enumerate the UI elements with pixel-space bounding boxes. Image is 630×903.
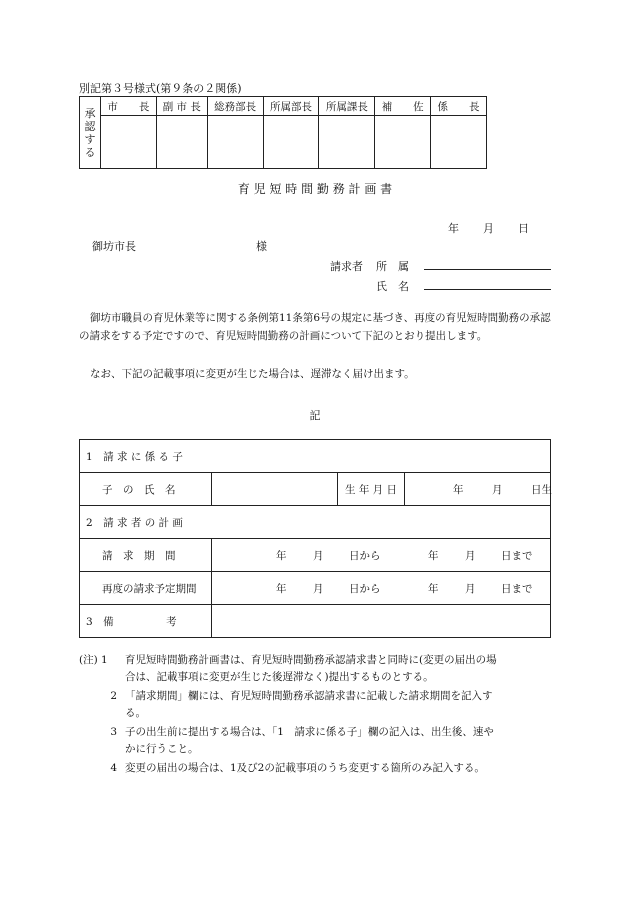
date-year[interactable]: 年 [448, 222, 459, 235]
approval-table [79, 96, 487, 169]
date-month[interactable]: 月 [483, 222, 494, 235]
planned-to-month: 月 [465, 583, 476, 595]
remarks-label: 3 備 考 [80, 605, 212, 638]
stamp-box[interactable] [263, 116, 319, 169]
planned-period-field[interactable] [212, 572, 551, 605]
period-to-day: 日まで [501, 550, 533, 562]
form-reference: 別記第３号様式(第９条の２関係) [79, 82, 242, 95]
stamp-box[interactable] [101, 116, 157, 169]
approval-header-dept-director: 所属部長 [263, 97, 319, 116]
stamp-box[interactable] [207, 116, 263, 169]
birth-day-unit: 日生 [531, 484, 552, 496]
approval-header-section-chief: 所属課長 [319, 97, 375, 116]
planned-from-day: 日から [349, 583, 381, 595]
remarks-field[interactable] [212, 605, 551, 638]
planned-from-year: 年 [276, 583, 287, 595]
planned-to-day: 日まで [501, 583, 533, 595]
birth-year-unit: 年 [453, 484, 464, 496]
birth-date-label: 生 年 月 日 [338, 473, 405, 506]
section-2-heading: 2 請 求 者 の 計 画 [80, 506, 551, 539]
approval-header-deputy-mayor: 副 市 長 [156, 97, 207, 116]
ki-heading: 記 [309, 409, 321, 422]
approval-header-assistant: 補 佐 [375, 97, 431, 116]
stamp-box[interactable] [319, 116, 375, 169]
child-name-label: 子 の 氏 名 [80, 473, 212, 506]
period-to-year: 年 [428, 550, 439, 562]
requester-dept-field[interactable] [424, 269, 551, 270]
requester-name-field[interactable] [424, 289, 551, 290]
planned-to-year: 年 [428, 583, 439, 595]
date-day[interactable]: 日 [518, 222, 529, 235]
notes-prefix: (注) 1 [79, 654, 108, 666]
details-table [79, 439, 551, 638]
requester-dept-label: 所 属 [376, 260, 409, 273]
period-from-day: 日から [349, 550, 381, 562]
note-2-line-1: 「請求期間」欄には、育児短時間勤務承認請求書に記載した請求期間を記入す [125, 690, 493, 702]
period-to-month: 月 [465, 550, 476, 562]
period-from-year: 年 [276, 550, 287, 562]
note-1-line-1: 育児短時間勤務計画書は、育児短時間勤務承認請求書と同時に(変更の届出の場 [125, 654, 497, 666]
notes [79, 652, 557, 777]
addressee-honorific: 様 [256, 240, 267, 253]
section-1-heading: 1 請 求 に 係 る 子 [80, 440, 551, 473]
approval-header-subsection-chief: 係 長 [431, 97, 487, 116]
note-4-line-1: 変更の届出の場合は、1及び2の記載事項のうち変更する箇所のみ記入する。 [125, 762, 485, 774]
body-paragraph-2: なお、下記の記載事項に変更が生じた場合は、遅滞なく届け出ます。 [90, 368, 415, 380]
note-1-line-2: 合は、記載事項に変更が生じた後遅滞なく)提出するものとする。 [125, 671, 434, 683]
period-from-month: 月 [313, 550, 324, 562]
planned-from-month: 月 [313, 583, 324, 595]
request-period-label: 請 求 期 間 [80, 539, 212, 572]
note-3-line-2: かに行うこと。 [125, 743, 199, 755]
stamp-box[interactable] [156, 116, 207, 169]
approval-label: 承認する [80, 97, 101, 169]
stamp-box[interactable] [431, 116, 487, 169]
requester-name-label: 氏 名 [376, 280, 409, 293]
body-paragraph-1: 御坊市職員の育児休業等に関する条例第11条第6号の規定に基づき、再度の育児短時間勤務の承認の請求をする予定ですので、育児短時間勤務の計画について下記のとおり提出します。 [79, 312, 551, 342]
requester-label: 請求者 [330, 260, 363, 273]
approval-header-general-affairs-director: 総務部長 [207, 97, 263, 116]
child-name-field[interactable] [212, 473, 338, 506]
note-3-number: 3 [110, 726, 117, 738]
approval-header-mayor: 市 長 [101, 97, 157, 116]
addressee-name: 御坊市長 [92, 240, 136, 253]
birth-date-field[interactable] [405, 473, 551, 506]
note-2-line-2: る。 [125, 707, 146, 719]
document-title: 育 児 短 時 間 勤 務 計 画 書 [237, 182, 393, 196]
note-4-number: 4 [110, 762, 117, 774]
note-3-line-1: 子の出生前に提出する場合は、「1 請求に係る子」欄の記入は、出生後、速や [125, 726, 494, 738]
note-2-number: 2 [110, 690, 117, 702]
birth-month-unit: 月 [492, 484, 503, 496]
stamp-box[interactable] [375, 116, 431, 169]
request-period-field[interactable] [212, 539, 551, 572]
planned-period-label: 再度の請求予定期間 [80, 572, 212, 605]
